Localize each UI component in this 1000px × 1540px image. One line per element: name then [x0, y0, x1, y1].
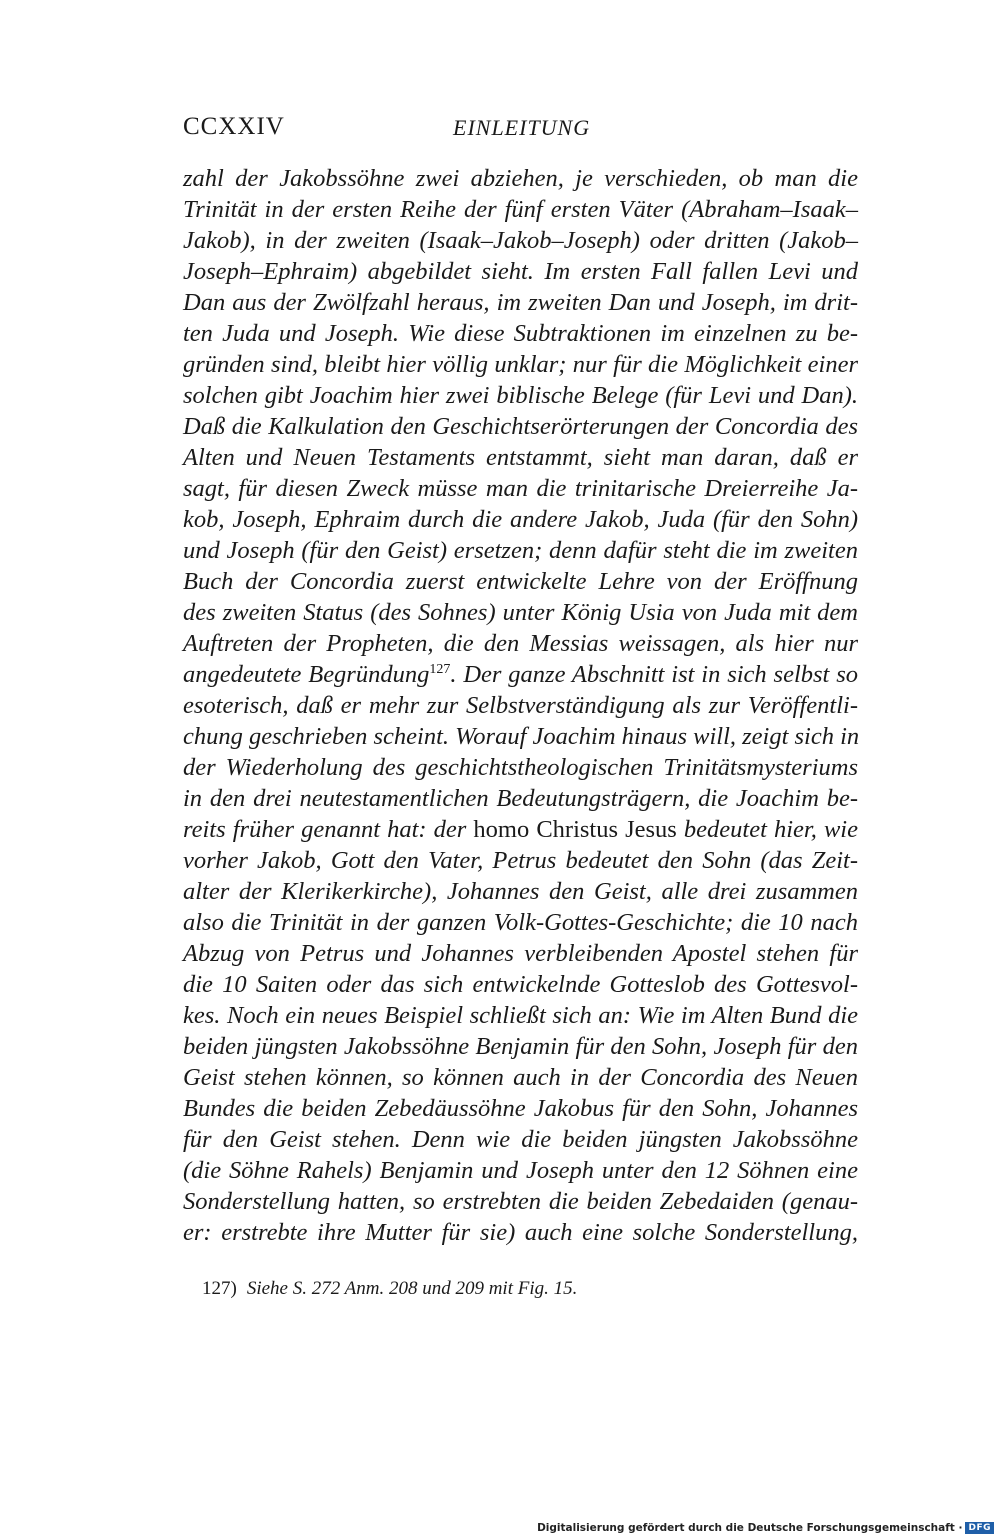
text-line: Jakob), in der zweiten (Isaak–Jakob–Joseph) oder dritten (Jakob– — [183, 227, 858, 254]
text-line: Geist stehen können, so können auch in der Concordia des Neuen — [183, 1064, 858, 1091]
text-line: alter der Klerikerkirche), Johannes den Geist, alle drei zusammen — [183, 878, 858, 905]
upright-latin-phrase: homo Christus Jesus — [473, 816, 677, 843]
line-text-part: reits früher genannt hat: der — [183, 816, 474, 843]
text-line-with-upright-phrase — [183, 814, 858, 845]
line-text-after-note: . Der ganze Abschnitt ist in sich selbst so — [450, 661, 858, 688]
text-line: solchen gibt Joachim hier zwei biblische Belege (für Levi und Dan). — [183, 382, 858, 409]
body-text — [183, 163, 858, 1248]
text-line: Trinität in der ersten Reihe der fünf ersten Väter (Abraham–Isaak– — [183, 196, 858, 223]
text-line: also die Trinität in der ganzen Volk-Gottes-Geschichte; die 10 nach — [183, 909, 858, 936]
footnote — [202, 1276, 577, 1302]
text-line-with-note — [183, 659, 858, 690]
text-line: und Joseph (für den Geist) ersetzen; denn dafür steht die im zweiten — [183, 537, 858, 564]
text-line: Dan aus der Zwölfzahl heraus, im zweiten Dan und Joseph, im drit- — [183, 289, 858, 316]
text-line: Abzug von Petrus und Johannes verbleibenden Apostel stehen für — [183, 940, 858, 967]
text-line: die 10 Saiten oder das sich entwickelnde Gotteslob des Gottesvol- — [183, 971, 858, 998]
footnote-text: Siehe S. 272 Anm. 208 und 209 mit Fig. 15. — [246, 1278, 578, 1299]
text-line: Buch der Concordia zuerst entwickelte Lehre von der Eröffnung — [183, 568, 858, 595]
text-line: zahl der Jakobssöhne zwei abziehen, je verschieden, ob man die — [183, 165, 858, 192]
line-text-before-note: angedeutete Begründung — [183, 661, 430, 688]
digitization-notice — [537, 1522, 994, 1534]
text-line: für den Geist stehen. Denn wie die beiden jüngsten Jakobssöhne — [183, 1126, 858, 1153]
text-line: kes. Noch ein neues Beispiel schließt sich an: Wie im Alten Bund die — [183, 1002, 858, 1029]
footnote-reference[interactable]: 127 — [429, 662, 451, 677]
text-line: Sonderstellung hatten, so erstrebten die beiden Zebedaiden (genau- — [183, 1188, 858, 1215]
text-line: in den drei neutestamentlichen Bedeutungsträgern, die Joachim be- — [183, 785, 858, 812]
text-line: der Wiederholung des geschichtstheologischen Trinitätsmysteriums — [183, 754, 858, 781]
text-line: Joseph–Ephraim) abgebildet sieht. Im ersten Fall fallen Levi und — [183, 258, 858, 285]
dfg-logo: DFG — [965, 1522, 994, 1534]
text-line: gründen sind, bleibt hier völlig unklar; nur für die Möglichkeit einer — [183, 351, 858, 378]
text-line: ten Juda und Joseph. Wie diese Subtraktionen im einzelnen zu be- — [183, 320, 858, 347]
text-line: chung geschrieben scheint. Worauf Joachim hinaus will, zeigt sich in — [183, 723, 860, 750]
text-line: Alten und Neuen Testaments entstammt, sieht man daran, daß er — [183, 444, 858, 471]
text-line: beiden jüngsten Jakobssöhne Benjamin für den Sohn, Joseph für den — [183, 1033, 858, 1060]
footnote-number: 127) — [202, 1278, 237, 1299]
text-line: esoterisch, daß er mehr zur Selbstverständigung als zur Veröffentli- — [183, 692, 858, 719]
digitization-text: Digitalisierung gefördert durch die Deutsche Forschungsgemeinschaft · — [537, 1522, 963, 1534]
text-line: sagt, für diesen Zweck müsse man die trinitarische Dreierreihe Ja- — [183, 475, 858, 502]
text-line: Auftreten der Propheten, die den Messias weissagen, als hier nur — [183, 630, 858, 657]
text-line: Bundes die beiden Zebedäussöhne Jakobus für den Sohn, Johannes — [183, 1095, 858, 1122]
text-line: des zweiten Status (des Sohnes) unter König Usia von Juda mit dem — [183, 599, 858, 626]
page-number: CCXXIV — [183, 113, 285, 140]
text-line: Daß die Kalkulation den Geschichtserörterungen der Concordia des — [183, 413, 858, 440]
running-head: EINLEITUNG — [453, 115, 591, 140]
line-text-part: bedeutet hier, wie — [676, 816, 858, 843]
text-line: kob, Joseph, Ephraim durch die andere Jakob, Juda (für den Sohn) — [183, 506, 858, 533]
text-line: er: erstrebte ihre Mutter für sie) auch eine solche Sonderstellung, — [183, 1219, 858, 1246]
text-line: (die Söhne Rahels) Benjamin und Joseph unter den 12 Söhnen eine — [183, 1157, 858, 1184]
text-line: vorher Jakob, Gott den Vater, Petrus bedeutet den Sohn (das Zeit- — [183, 847, 858, 874]
